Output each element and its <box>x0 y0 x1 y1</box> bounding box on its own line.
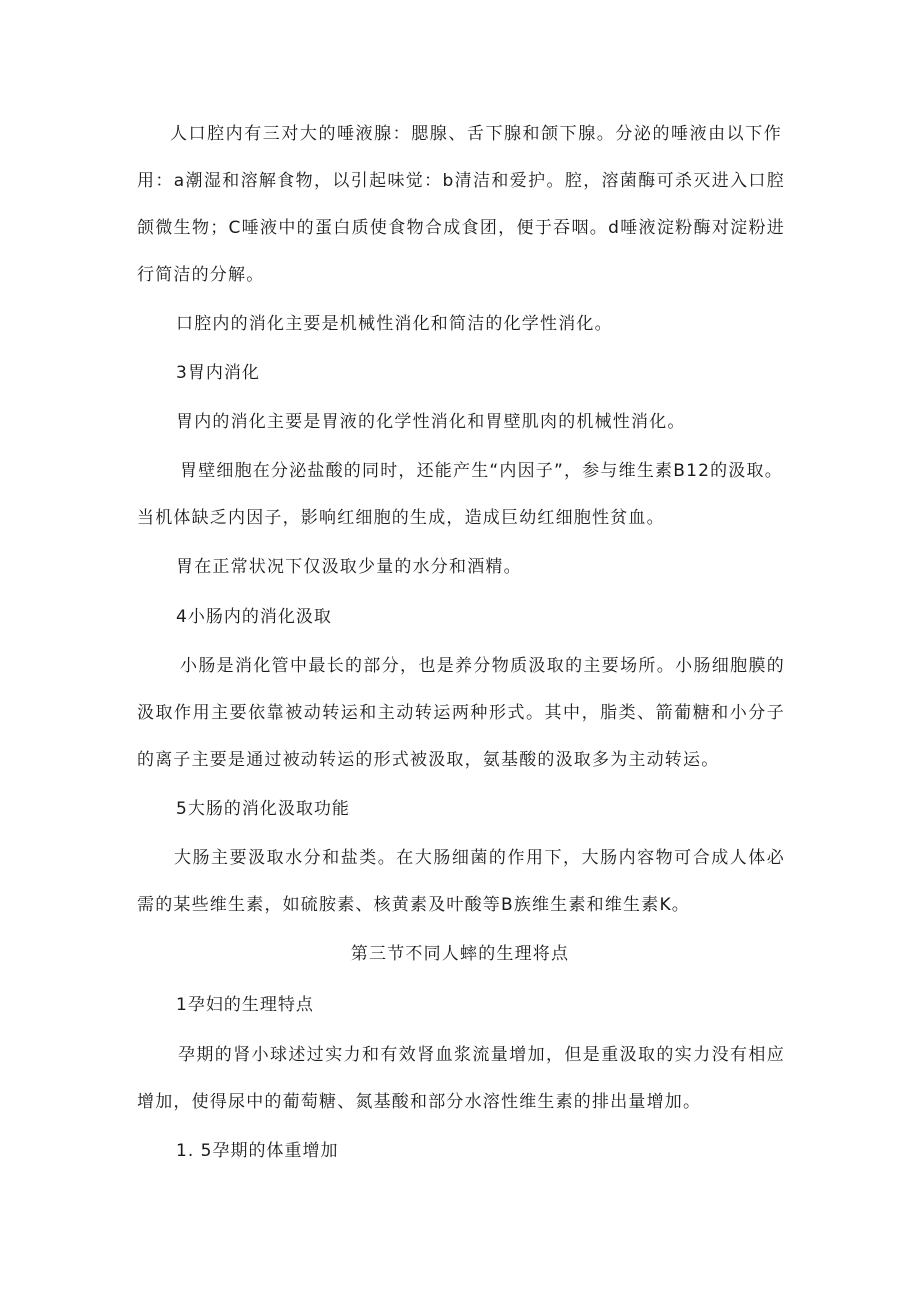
paragraph-saliva-line-4: 行简洁的分解。 <box>137 265 265 285</box>
paragraph-large-intestine-line-2: 需的某些维生素，如硫胺素、核黄素及叶酸等B族维生素和维生素K。 <box>137 895 691 915</box>
paragraph-small-intestine-line-1: 小肠是消化管中最长的部分，也是养分物质汲取的主要场所。小肠细胞膜的 <box>180 656 785 676</box>
heading-large-intestine: 5大肠的消化汲取功能 <box>176 799 350 819</box>
heading-pregnant-women: 1孕妇的生理特点 <box>176 995 314 1015</box>
heading-pregnancy-weight: 1. 5孕期的体重增加 <box>176 1141 339 1161</box>
paragraph-saliva-line-2: 用：a潮湿和溶解食物，以引起味觉：b清洁和爱护。腔，溶菌酶可杀灭进入口腔 <box>137 171 785 191</box>
section-title: 第三节不同人蟀的生理将点 <box>350 944 570 964</box>
paragraph-large-intestine-line-1: 大肠主要汲取水分和盐类。在大肠细菌的作用下，大肠内容物可合成人体必 <box>174 848 785 868</box>
paragraph-stomach-digestion: 胃内的消化主要是胃液的化学性消化和胃壁肌肉的机械性消化。 <box>176 412 686 432</box>
heading-stomach-digestion: 3胃内消化 <box>176 363 260 383</box>
paragraph-pregnancy-kidney-line-2: 增加，使得尿中的葡萄糖、氮基酸和部分水溶性维生素的排出量增加。 <box>137 1092 702 1112</box>
paragraph-saliva-line-3: 颌微生物；C唾液中的蛋白质使食物合成食团，便于吞咽。d唾液淀粉酶对淀粉进 <box>137 218 785 238</box>
paragraph-small-intestine-line-2: 汲取作用主要依靠被动转运和主动转运两种形式。其中，脂类、箭葡糖和小分子 <box>137 703 785 723</box>
paragraph-intrinsic-factor-line-1: 胃壁细胞在分泌盐酸的同时，还能产生“内因子”，参与维生素B12的汲取。 <box>180 461 783 481</box>
paragraph-pregnancy-kidney-line-1: 孕期的肾小球述过实力和有效肾血浆流量增加，但是重汲取的实力没有相应 <box>178 1045 785 1065</box>
paragraph-oral-digestion: 口腔内的消化主要是机械性消化和简洁的化学性消化。 <box>176 314 613 334</box>
paragraph-stomach-absorption: 胃在正常状况下仅汲取少量的水分和酒精。 <box>176 557 522 577</box>
paragraph-intrinsic-factor-line-2: 当机体缺乏内因子，影响红细胞的生成，造成巨幼红细胞性贫血。 <box>137 508 665 528</box>
paragraph-small-intestine-line-3: 的离子主要是通过被动转运的形式被汲取，氨基酸的汲取多为主动转运。 <box>137 750 720 770</box>
heading-small-intestine: 4小肠内的消化汲取 <box>176 607 332 627</box>
paragraph-saliva-line-1: 人口腔内有三对大的唾液腺：腮腺、舌下腺和颌下腺。分泌的唾液由以下作 <box>170 124 782 144</box>
